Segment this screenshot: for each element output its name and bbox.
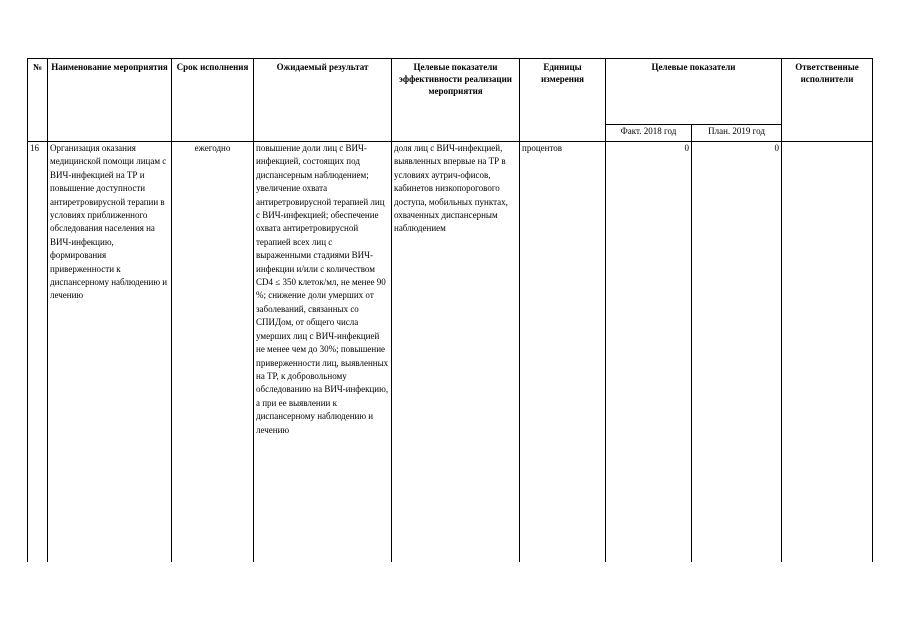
header-fact: Факт. 2018 год: [606, 125, 692, 142]
header-plan: План. 2019 год: [692, 125, 782, 142]
header-term: Срок исполнения: [172, 59, 254, 142]
row-units: процентов: [520, 142, 606, 563]
row-plan-value: 0: [692, 142, 782, 563]
header-indicators: Целевые показатели эффективности реализации мероприятия: [392, 59, 520, 142]
row-indicator: доля лиц с ВИЧ-инфекцией, выявленных впервые на ТР в условиях аутрич-офисов, кабинетов низкопорогового доступа, мобильных пунктах, охваченных диспансерным наблюдением: [392, 142, 520, 563]
row-num: 16: [28, 142, 48, 563]
row-responsible: [782, 142, 873, 563]
row-term: ежегодно: [172, 142, 254, 563]
row-name: Организация оказания медицинской помощи лицам с ВИЧ-инфекцией на ТР и повышение доступности антиретровирусной терапии в условиях приближенного обследования населения на ВИЧ-инфекцию, формирования приверженности к диспансерному наблюдению и лечению: [48, 142, 172, 563]
table-header-row: [28, 59, 873, 125]
header-name: Наименование мероприятия: [48, 59, 172, 142]
header-units: Единицы измерения: [520, 59, 606, 142]
measures-table: [27, 58, 873, 562]
header-num: №: [28, 59, 48, 142]
header-result: Ожидаемый результат: [254, 59, 392, 142]
header-responsible: Ответственные исполнители: [782, 59, 873, 142]
table-row: [28, 142, 873, 563]
row-result: повышение доли лиц с ВИЧ-инфекцией, состоящих под диспансерным наблюдением; увеличение охвата антиретровирусной терапией лиц с ВИЧ-инфекцией; обеспечение охвата антиретровирусной терапией всех лиц с выраженными стадиями ВИЧ-инфекции и/или с количеством CD4 ≤ 350 клеток/мл, не менее 90 %; снижение доли умерших от заболеваний, связанных со СПИДом, от общего числа умерших лиц с ВИЧ-инфекцией не менее чем до 30%; повышение приверженности лиц, выявленных на ТР, к добровольному обследованию на ВИЧ-инфекцию, а при ее выявлении к диспансерному наблюдению и лечению: [254, 142, 392, 563]
row-fact-value: 0: [606, 142, 692, 563]
header-targets: Целевые показатели: [606, 59, 782, 125]
